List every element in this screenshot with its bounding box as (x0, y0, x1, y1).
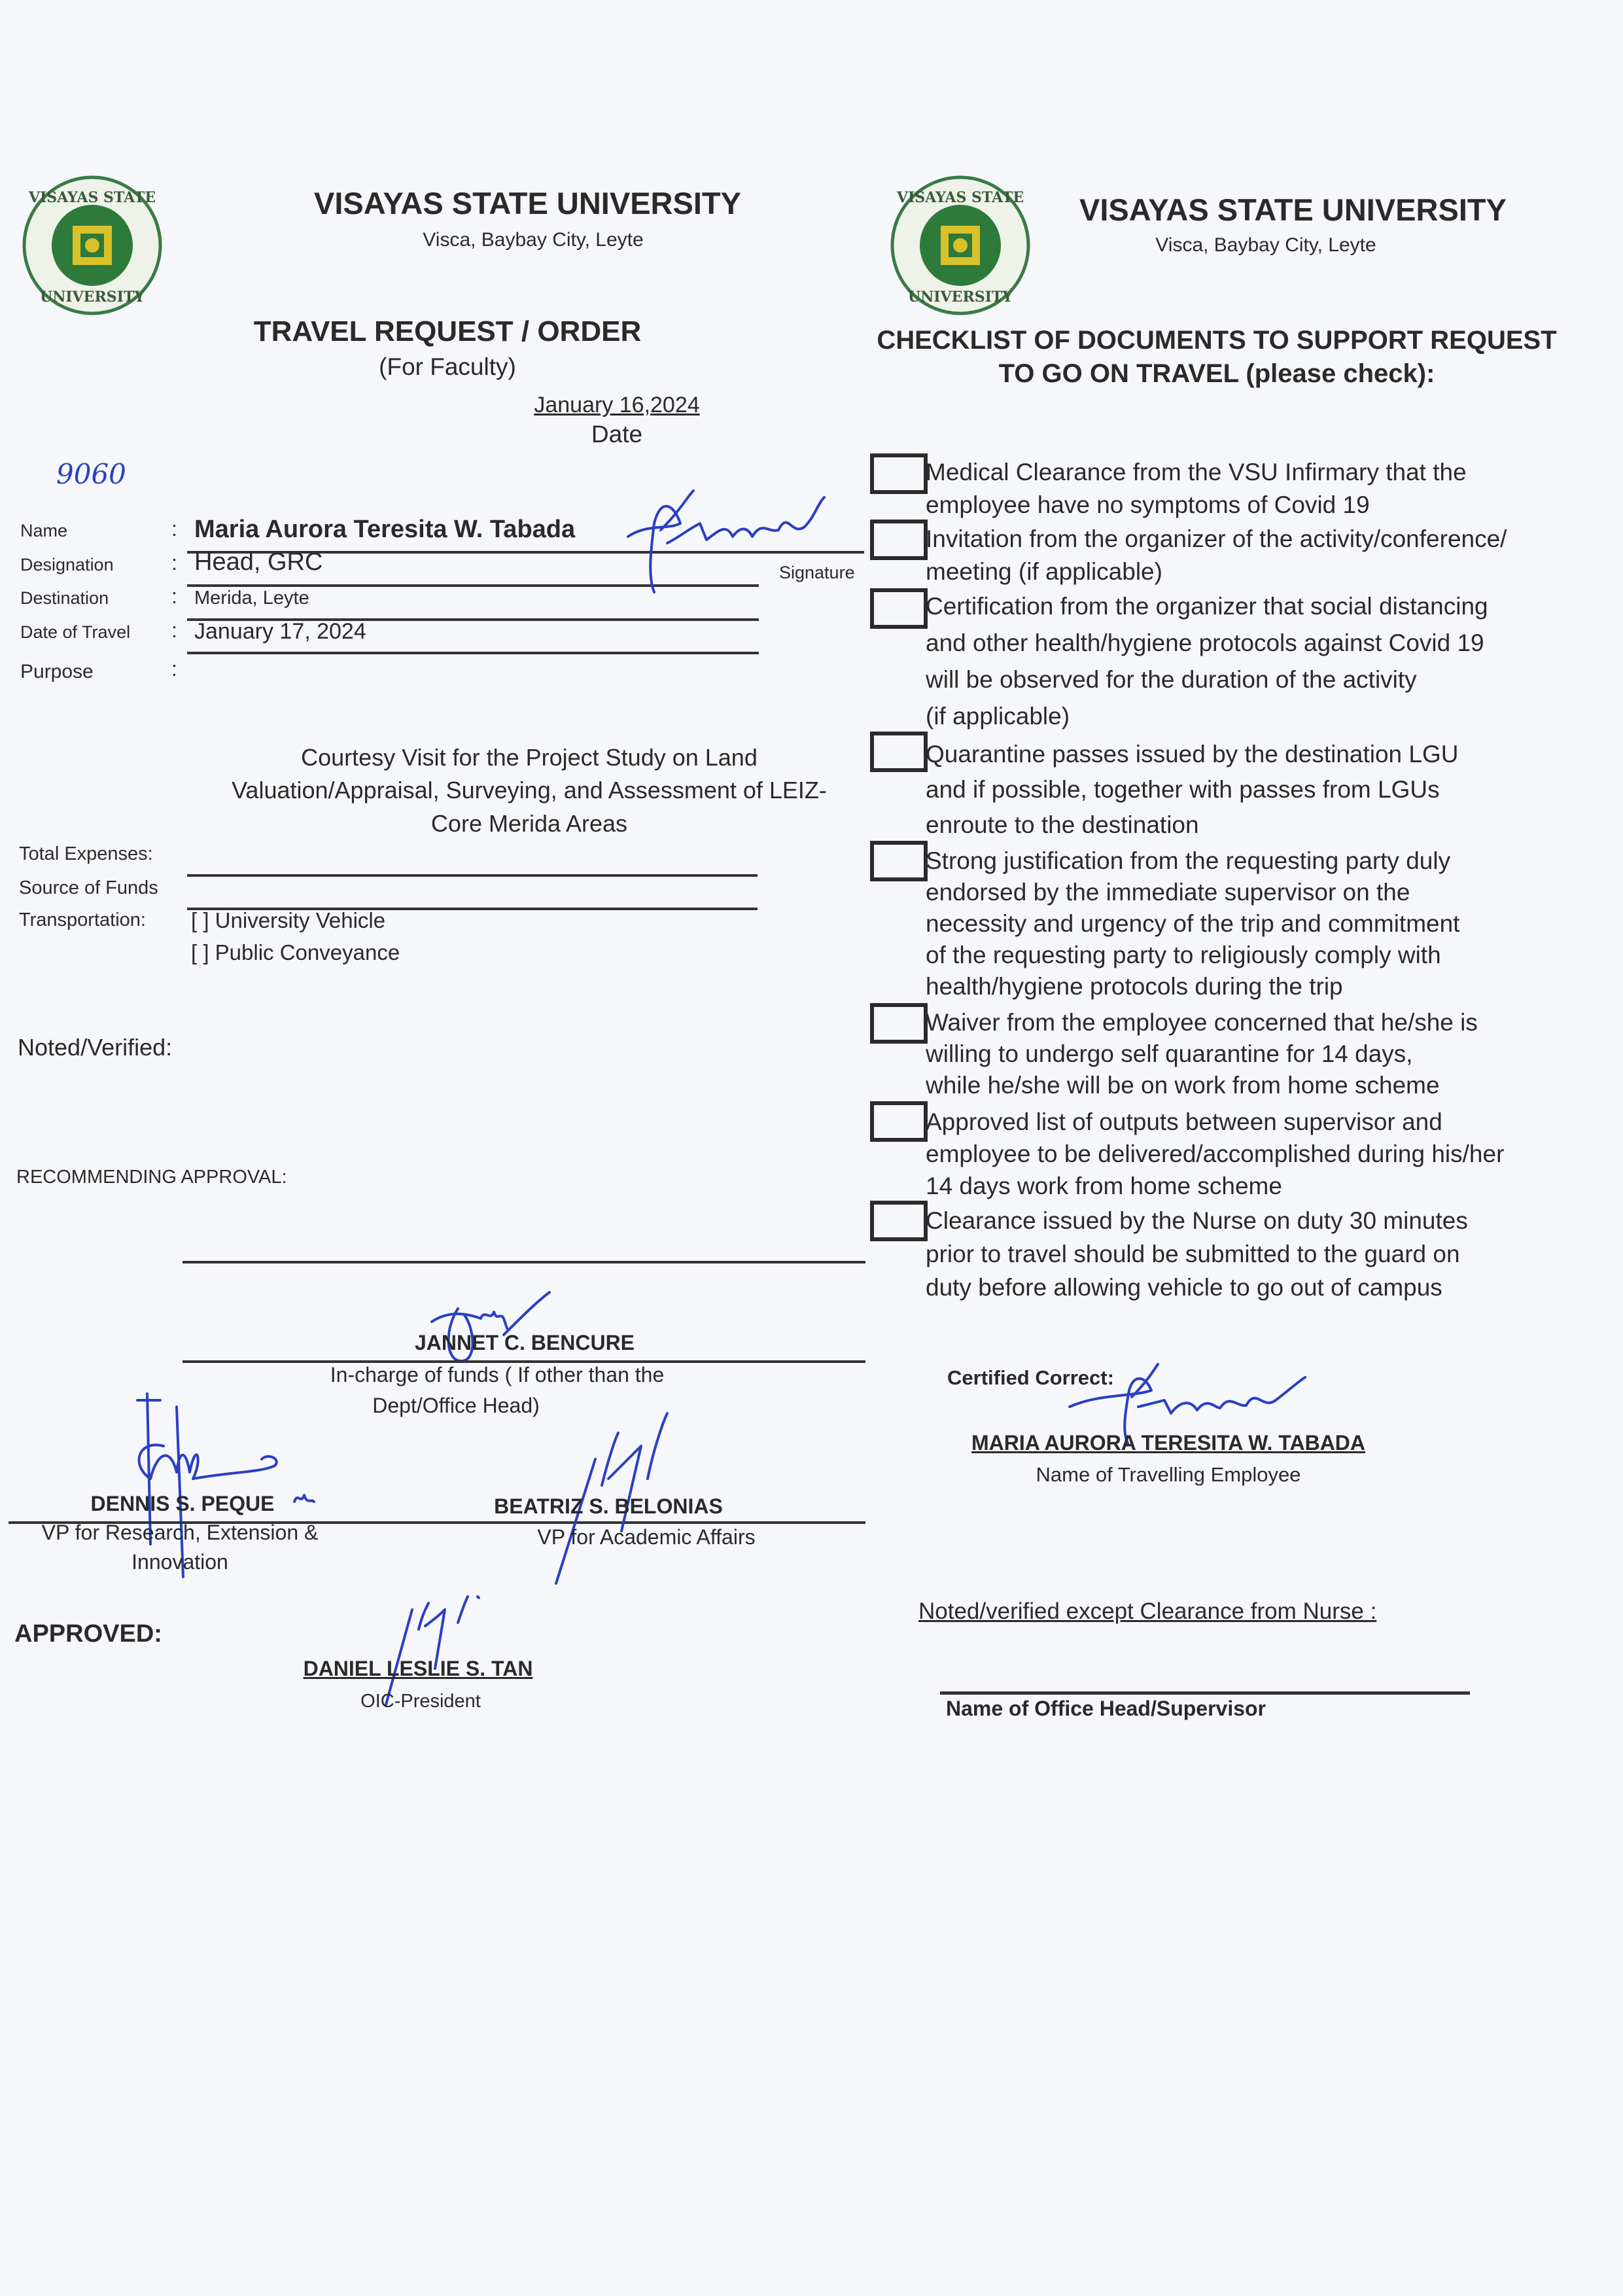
funds-officer-name: JANNET C. BENCURE (414, 1331, 635, 1354)
designation-label: Designation (20, 555, 114, 574)
svg-text:UNIVERSITY: UNIVERSITY (908, 289, 1013, 306)
date-of-travel-label: Date of Travel (20, 622, 131, 642)
university-address: Visca, Baybay City, Leyte (423, 229, 644, 251)
checkbox-approved-outputs[interactable] (870, 1101, 928, 1142)
checklist-title: CHECKLIST OF DOCUMENTS TO SUPPORT REQUEST (877, 326, 1557, 355)
employee-role: Name of Travelling Employee (1036, 1463, 1301, 1486)
noted-verified-label: Noted/Verified: (18, 1034, 173, 1061)
form-subtitle: (For Faculty) (379, 353, 516, 380)
date-of-travel-value: January 17, 2024 (194, 619, 366, 644)
approved-label: APPROVED: (14, 1620, 162, 1648)
certified-correct-label: Certified Correct: (947, 1366, 1114, 1389)
funds-officer-role: Dept/Office Head) (372, 1394, 540, 1417)
colon: : (171, 584, 177, 608)
university-address: Visca, Baybay City, Leyte (1155, 234, 1376, 256)
colon: : (171, 551, 177, 574)
checkbox-invitation[interactable] (870, 520, 928, 560)
peque-signature (98, 1381, 294, 1577)
university-seal-right (888, 173, 1032, 317)
date-label: Date (591, 421, 643, 448)
svg-text:UNIVERSITY: UNIVERSITY (40, 289, 145, 306)
destination-value: Merida, Leyte (194, 588, 309, 609)
checkbox-medical-clearance[interactable] (870, 453, 928, 494)
university-name: VISAYAS STATE UNIVERSITY (1079, 192, 1507, 227)
president-role: OIC-President (360, 1691, 481, 1712)
president-name: DANIEL LESLIE S. TAN (303, 1657, 533, 1680)
name-label: Name (20, 521, 68, 540)
name-value: Maria Aurora Teresita W. Tabada (194, 516, 576, 543)
university-seal-left (20, 173, 164, 317)
tan-signature (373, 1590, 504, 1708)
form-title: TRAVEL REQUEST / ORDER (253, 315, 642, 347)
checkbox-waiver[interactable] (870, 1003, 928, 1044)
vp-research-name: DENNIS S. PEQUE (90, 1492, 275, 1515)
checkbox-certification[interactable] (870, 588, 928, 629)
option-university-vehicle[interactable]: [ ] University Vehicle (191, 908, 386, 932)
checklist-item: Waiver from the employee concerned that he/she is willing to undergo self quarantine for 14 days, while he/she will be on work from home scheme (926, 1009, 1478, 1099)
checklist-item: Invitation from the organizer of the activity/conference/ meeting (if applicable) (926, 525, 1507, 585)
svg-text:VISAYAS STATE: VISAYAS STATE (896, 189, 1024, 206)
checkbox-quarantine-passes[interactable] (870, 732, 928, 772)
checklist-item: Clearance issued by the Nurse on duty 30 minutes prior to travel should be submitted to the guard on duty before allowing vehicle to go out of campus (926, 1207, 1468, 1301)
noted-except-label: Noted/verified except Clearance from Nurse : (918, 1598, 1377, 1624)
purpose-line: Core Merida Areas (430, 810, 628, 837)
vp-research-role: Innovation (131, 1550, 228, 1574)
checklist-item: Certification from the organizer that social distancing and other health/hygiene protocols against Covid 19 will be observed for the duration of the activity (if applicable) (926, 593, 1488, 730)
transportation-label: Transportation: (19, 910, 146, 930)
request-date: January 16,2024 (534, 393, 700, 417)
office-head-label: Name of Office Head/Supervisor (946, 1697, 1266, 1720)
funds-officer-role: In-charge of funds ( If other than the (330, 1363, 665, 1386)
recommending-approval-label: RECOMMENDING APPROVAL: (16, 1167, 287, 1188)
total-expenses-label: Total Expenses: (19, 843, 153, 864)
checklist-item: Strong justification from the requesting party duly endorsed by the immediate supervisor on the necessity and urgency of the trip and commitment of the requesting party to religiously comply with health/hygiene protocols during the trip (926, 847, 1460, 1000)
employee-signature (621, 484, 837, 595)
university-name: VISAYAS STATE UNIVERSITY (314, 186, 741, 221)
vp-academic-name: BEATRIZ S. BELONIAS (494, 1494, 723, 1518)
purpose-label: Purpose (20, 661, 94, 682)
checkbox-nurse-clearance[interactable] (870, 1201, 928, 1241)
vp-research-role: VP for Research, Extension & (41, 1521, 319, 1544)
checkbox-justification[interactable] (870, 841, 928, 881)
svg-text:VISAYAS STATE: VISAYAS STATE (28, 189, 156, 206)
vp-academic-role: VP for Academic Affairs (537, 1525, 756, 1549)
checklist-item: Quarantine passes issued by the destination LGU and if possible, together with passes from LGUs enroute to the destination (926, 741, 1459, 838)
signature-label: Signature (779, 563, 855, 582)
purpose-line: Courtesy Visit for the Project Study on Land (301, 744, 758, 771)
employee-name: MARIA AURORA TERESITA W. TABADA (971, 1431, 1366, 1455)
colon: : (171, 657, 177, 680)
option-public-conveyance[interactable]: [ ] Public Conveyance (191, 940, 400, 964)
purpose-line: Valuation/Appraisal, Surveying, and Assessment of LEIZ- (232, 777, 827, 804)
handwritten-number: 9060 (56, 458, 126, 490)
source-of-funds-label: Source of Funds (19, 877, 158, 898)
colon: : (171, 517, 177, 540)
colon: : (171, 618, 177, 642)
checklist-item: Medical Clearance from the VSU Infirmary that the employee have no symptoms of Covid 19 (926, 459, 1467, 518)
checklist-item: Approved list of outputs between supervisor and employee to be delivered/accomplished during his/her 14 days work from home scheme (926, 1108, 1505, 1199)
destination-label: Destination (20, 588, 109, 608)
designation-value: Head, GRC (194, 548, 323, 576)
checklist-title: TO GO ON TRAVEL (please check): (998, 359, 1435, 388)
